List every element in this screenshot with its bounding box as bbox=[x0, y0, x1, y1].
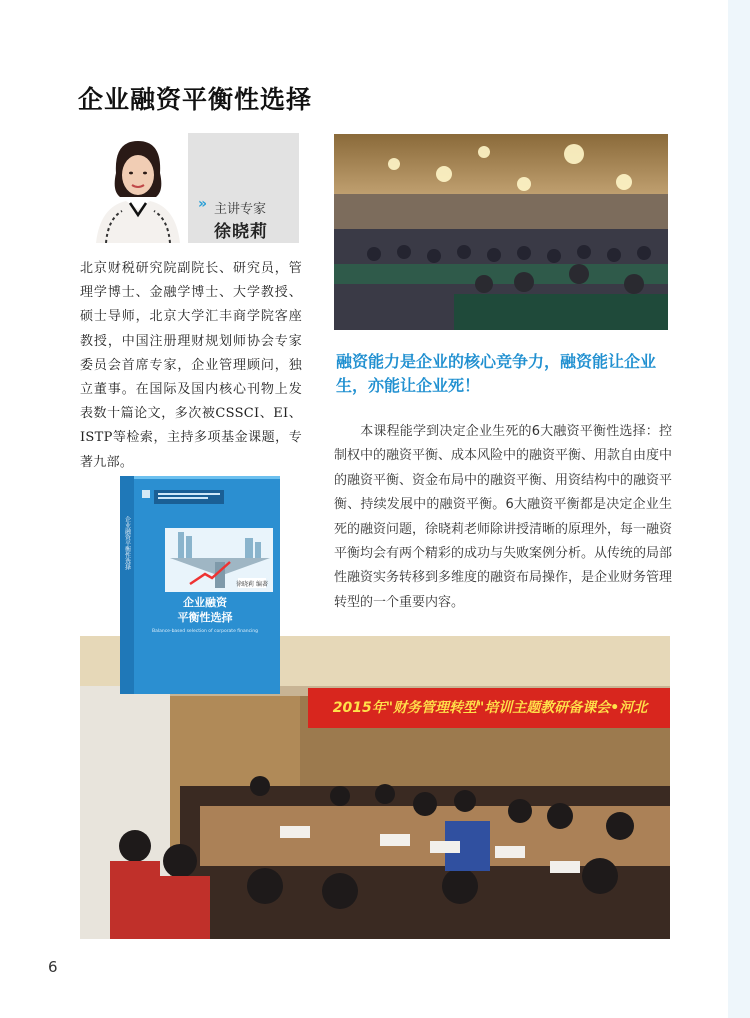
book-cover bbox=[120, 476, 280, 694]
course-description-text: 本课程能学到决定企业生死的6大融资平衡性选择：控制权中的融资平衡、成本风险中的融资平衡、用款自由度中的融资平衡、资金布局中的融资平衡、用资结构中的融资平衡、持续发展中的融资平衡。6大融资平衡都是决定企业生死的融资问题，徐晓莉老师除讲授清晰的原理外，每一融资平衡均会有两个精彩的成功与失败案例分析。从传统的局部性融资实务转移到多维度的融资布局操作，是企业财务管理转型的一个重要内容。 bbox=[334, 424, 673, 610]
book-title-line2: 平衡性选择 bbox=[177, 611, 233, 624]
expert-name: 徐晓莉 bbox=[214, 222, 268, 242]
course-description bbox=[334, 420, 672, 615]
expert-role-label: 主讲专家 bbox=[214, 202, 267, 217]
book-spine-text: 企业融资平衡性选择 bbox=[123, 516, 131, 570]
expert-portrait bbox=[86, 133, 186, 243]
page-title: 企业融资平衡性选择 bbox=[78, 85, 313, 114]
headline: 融资能力是企业的核心竞争力，融资能让企业生，亦能让企业死！ bbox=[336, 352, 657, 395]
book-subtitle: Balance-based selection of corporate financing bbox=[152, 629, 258, 634]
page-number: 6 bbox=[48, 958, 58, 976]
expert-bio: 北京财税研究院副院长、研究员，管理学博士、金融学博士、大学教授、硕士导师，北京大学汇丰商学院客座教授，中国注册理财规划师协会专家委员会首席专家，企业管理顾问，独立董事。在国际及国内核心刊物上发表数十篇论文，多次被CSSCI、EI、ISTP等检索，主持多项基金课题，专著九部。 bbox=[80, 261, 302, 470]
conference-hall-photo bbox=[334, 134, 668, 330]
page-edge-band bbox=[728, 0, 750, 1018]
banner-text: 2015年"财务管理转型"培训主题教研备课会•河北 bbox=[332, 700, 648, 716]
banner bbox=[310, 690, 670, 726]
book-title-line1: 企业融资 bbox=[183, 596, 227, 609]
chevron-right-icon: » bbox=[198, 196, 208, 212]
book-author: 徐晓莉 编著 bbox=[236, 581, 268, 588]
